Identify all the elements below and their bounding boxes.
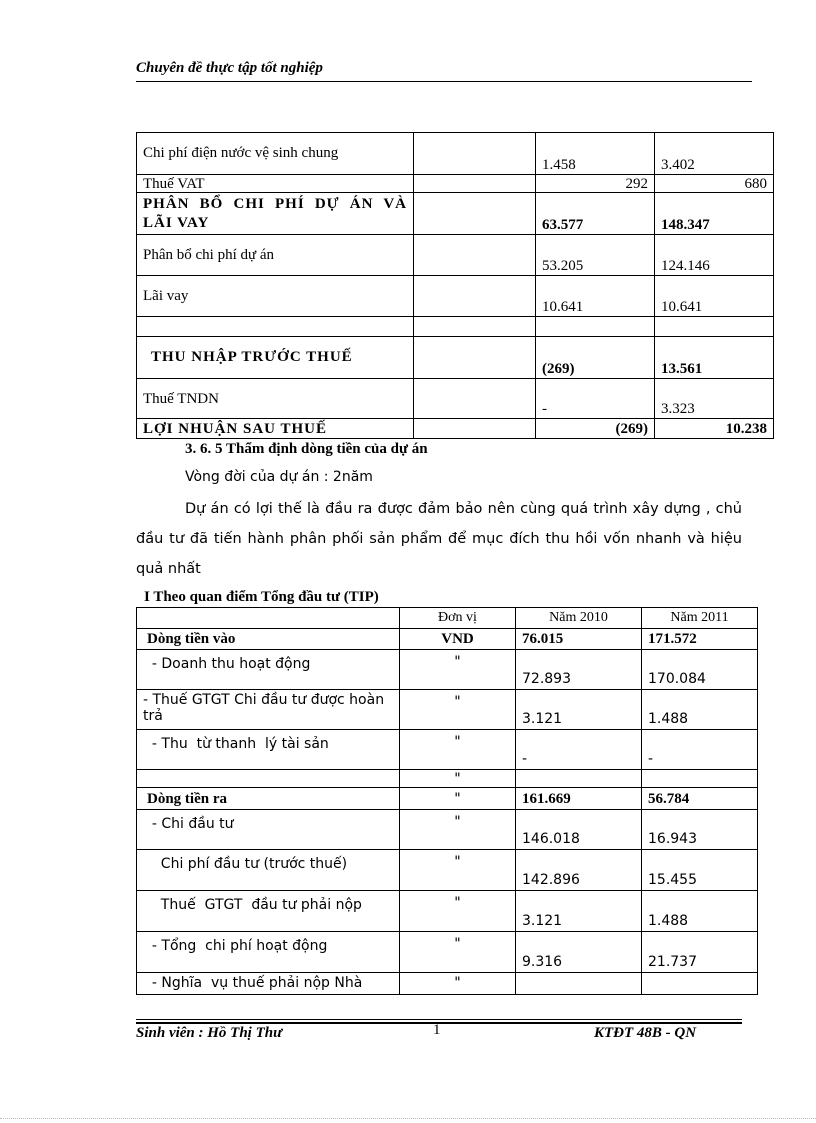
value-2010: 72.893 bbox=[516, 650, 642, 690]
row-unit: " bbox=[400, 770, 516, 788]
value-2010: 292 bbox=[536, 175, 655, 193]
subsection-heading: I Theo quan điểm Tổng đầu tư (TIP) bbox=[144, 589, 379, 605]
value-2010: 1.458 bbox=[536, 133, 655, 175]
row-label: Lãi vay bbox=[137, 276, 414, 317]
row-label: Dòng tiền vào bbox=[137, 629, 400, 650]
row-label: - Doanh thu hoạt động bbox=[137, 650, 400, 690]
row-label: PHÂN BỔ CHI PHÍ DỰ ÁN VÀ LÃI VAY bbox=[137, 193, 414, 235]
value-2011: 16.943 bbox=[642, 810, 758, 850]
row-label: Thuế GTGT đầu tư phải nộp bbox=[137, 891, 400, 932]
table-row bbox=[137, 770, 758, 788]
value-2011: 1.488 bbox=[642, 690, 758, 730]
header-divider bbox=[136, 81, 752, 82]
value-2011 bbox=[642, 973, 758, 995]
table-row bbox=[137, 850, 758, 891]
header-unit: Đơn vị bbox=[400, 608, 516, 629]
value-2010: 10.641 bbox=[536, 276, 655, 317]
row-label: - Chi đầu tư bbox=[137, 810, 400, 850]
row-label: Thuế TNDN bbox=[137, 379, 414, 419]
table-row bbox=[137, 419, 774, 439]
table-header-row bbox=[137, 608, 758, 629]
row-label bbox=[137, 317, 414, 337]
value-2011: 21.737 bbox=[642, 932, 758, 973]
value-2010: 146.018 bbox=[516, 810, 642, 850]
value-2011: 3.323 bbox=[655, 379, 774, 419]
cost-allocation-table bbox=[136, 132, 774, 439]
row-label: Chi phí điện nước vệ sinh chung bbox=[137, 133, 414, 175]
table-row bbox=[137, 788, 758, 810]
page-header-title: Chuyên đề thực tập tốt nghiệp bbox=[136, 60, 323, 76]
row-unit: " bbox=[400, 788, 516, 810]
row-unit: " bbox=[400, 932, 516, 973]
page-number: 1 bbox=[433, 1022, 441, 1038]
value-2010: 63.577 bbox=[536, 193, 655, 235]
table-row bbox=[137, 629, 758, 650]
table-row bbox=[137, 235, 774, 276]
table-row bbox=[137, 276, 774, 317]
value-2010: 142.896 bbox=[516, 850, 642, 891]
row-label: THU NHẬP TRƯỚC THUẾ bbox=[137, 337, 414, 379]
row-label: - Tổng chi phí hoạt động bbox=[137, 932, 400, 973]
value-2010: 3.121 bbox=[516, 690, 642, 730]
value-2010 bbox=[536, 317, 655, 337]
value-2011: 680 bbox=[655, 175, 774, 193]
value-2010: 76.015 bbox=[516, 629, 642, 650]
row-label: - Thu từ thanh lý tài sản bbox=[137, 730, 400, 770]
row-unit: " bbox=[400, 650, 516, 690]
row-label: Phân bổ chi phí dự án bbox=[137, 235, 414, 276]
table-row bbox=[137, 337, 774, 379]
value-2011 bbox=[642, 770, 758, 788]
row-label: Thuế VAT bbox=[137, 175, 414, 193]
row-unit: " bbox=[400, 973, 516, 995]
value-2011: 15.455 bbox=[642, 850, 758, 891]
value-2011: 170.084 bbox=[642, 650, 758, 690]
value-2010 bbox=[516, 973, 642, 995]
value-2011: 10.238 bbox=[655, 419, 774, 439]
row-label: Chi phí đầu tư (trước thuế) bbox=[137, 850, 400, 891]
table-row bbox=[137, 730, 758, 770]
value-2011 bbox=[655, 317, 774, 337]
table-row bbox=[137, 891, 758, 932]
header-year-2011: Năm 2011 bbox=[642, 608, 758, 629]
value-2010: 161.669 bbox=[516, 788, 642, 810]
row-label: Dòng tiền ra bbox=[137, 788, 400, 810]
value-2010 bbox=[516, 770, 642, 788]
table-row bbox=[137, 193, 774, 235]
table-row bbox=[137, 932, 758, 973]
table-row bbox=[137, 810, 758, 850]
value-2011: 13.561 bbox=[655, 337, 774, 379]
section-heading: 3. 6. 5 Thẩm định dòng tiền của dự án bbox=[185, 441, 428, 457]
table-row bbox=[137, 973, 758, 995]
table-row bbox=[137, 379, 774, 419]
value-2010: 3.121 bbox=[516, 891, 642, 932]
value-2011: - bbox=[642, 730, 758, 770]
value-2011: 3.402 bbox=[655, 133, 774, 175]
value-2010: 53.205 bbox=[536, 235, 655, 276]
body-paragraph: Dự án có lợi thế là đầu ra được đảm bảo nên cùng quá trình xây dựng , chủ đầu tư đã tiến hành phân phối sản phẩm để mục đích thu hồi vốn nhanh và hiệu quả nhất bbox=[136, 501, 742, 577]
header-year-2010: Năm 2010 bbox=[516, 608, 642, 629]
value-2010: (269) bbox=[536, 337, 655, 379]
value-2011: 1.488 bbox=[642, 891, 758, 932]
cash-flow-table bbox=[136, 607, 758, 995]
value-2011: 171.572 bbox=[642, 629, 758, 650]
row-unit: " bbox=[400, 690, 516, 730]
table-row bbox=[137, 317, 774, 337]
row-unit: VND bbox=[400, 629, 516, 650]
table-row bbox=[137, 690, 758, 730]
header-cell bbox=[137, 608, 400, 629]
page-edge-dotted-line bbox=[0, 1118, 816, 1119]
value-2010: (269) bbox=[536, 419, 655, 439]
table-row bbox=[137, 650, 758, 690]
row-unit: " bbox=[400, 850, 516, 891]
value-2011: 124.146 bbox=[655, 235, 774, 276]
row-label bbox=[137, 770, 400, 788]
row-label: - Nghĩa vụ thuế phải nộp Nhà bbox=[137, 973, 400, 995]
table-row bbox=[137, 175, 774, 193]
value-2011: 148.347 bbox=[655, 193, 774, 235]
row-unit: " bbox=[400, 891, 516, 932]
row-label: - Thuế GTGT Chi đầu tư được hoàn trả bbox=[137, 690, 400, 730]
value-2010: - bbox=[516, 730, 642, 770]
footer-divider-thin bbox=[136, 1019, 742, 1020]
value-2010: - bbox=[536, 379, 655, 419]
row-unit: " bbox=[400, 730, 516, 770]
row-unit: " bbox=[400, 810, 516, 850]
value-2011: 56.784 bbox=[642, 788, 758, 810]
row-label: LỢI NHUẬN SAU THUẾ bbox=[137, 419, 414, 439]
project-lifecycle: Vòng đời của dự án : 2năm bbox=[185, 469, 373, 485]
table-row bbox=[137, 133, 774, 175]
footer-class: KTĐT 48B - QN bbox=[594, 1025, 697, 1041]
value-2010: 9.316 bbox=[516, 932, 642, 973]
footer-student: Sinh viên : Hồ Thị Thư bbox=[136, 1025, 283, 1041]
value-2011: 10.641 bbox=[655, 276, 774, 317]
